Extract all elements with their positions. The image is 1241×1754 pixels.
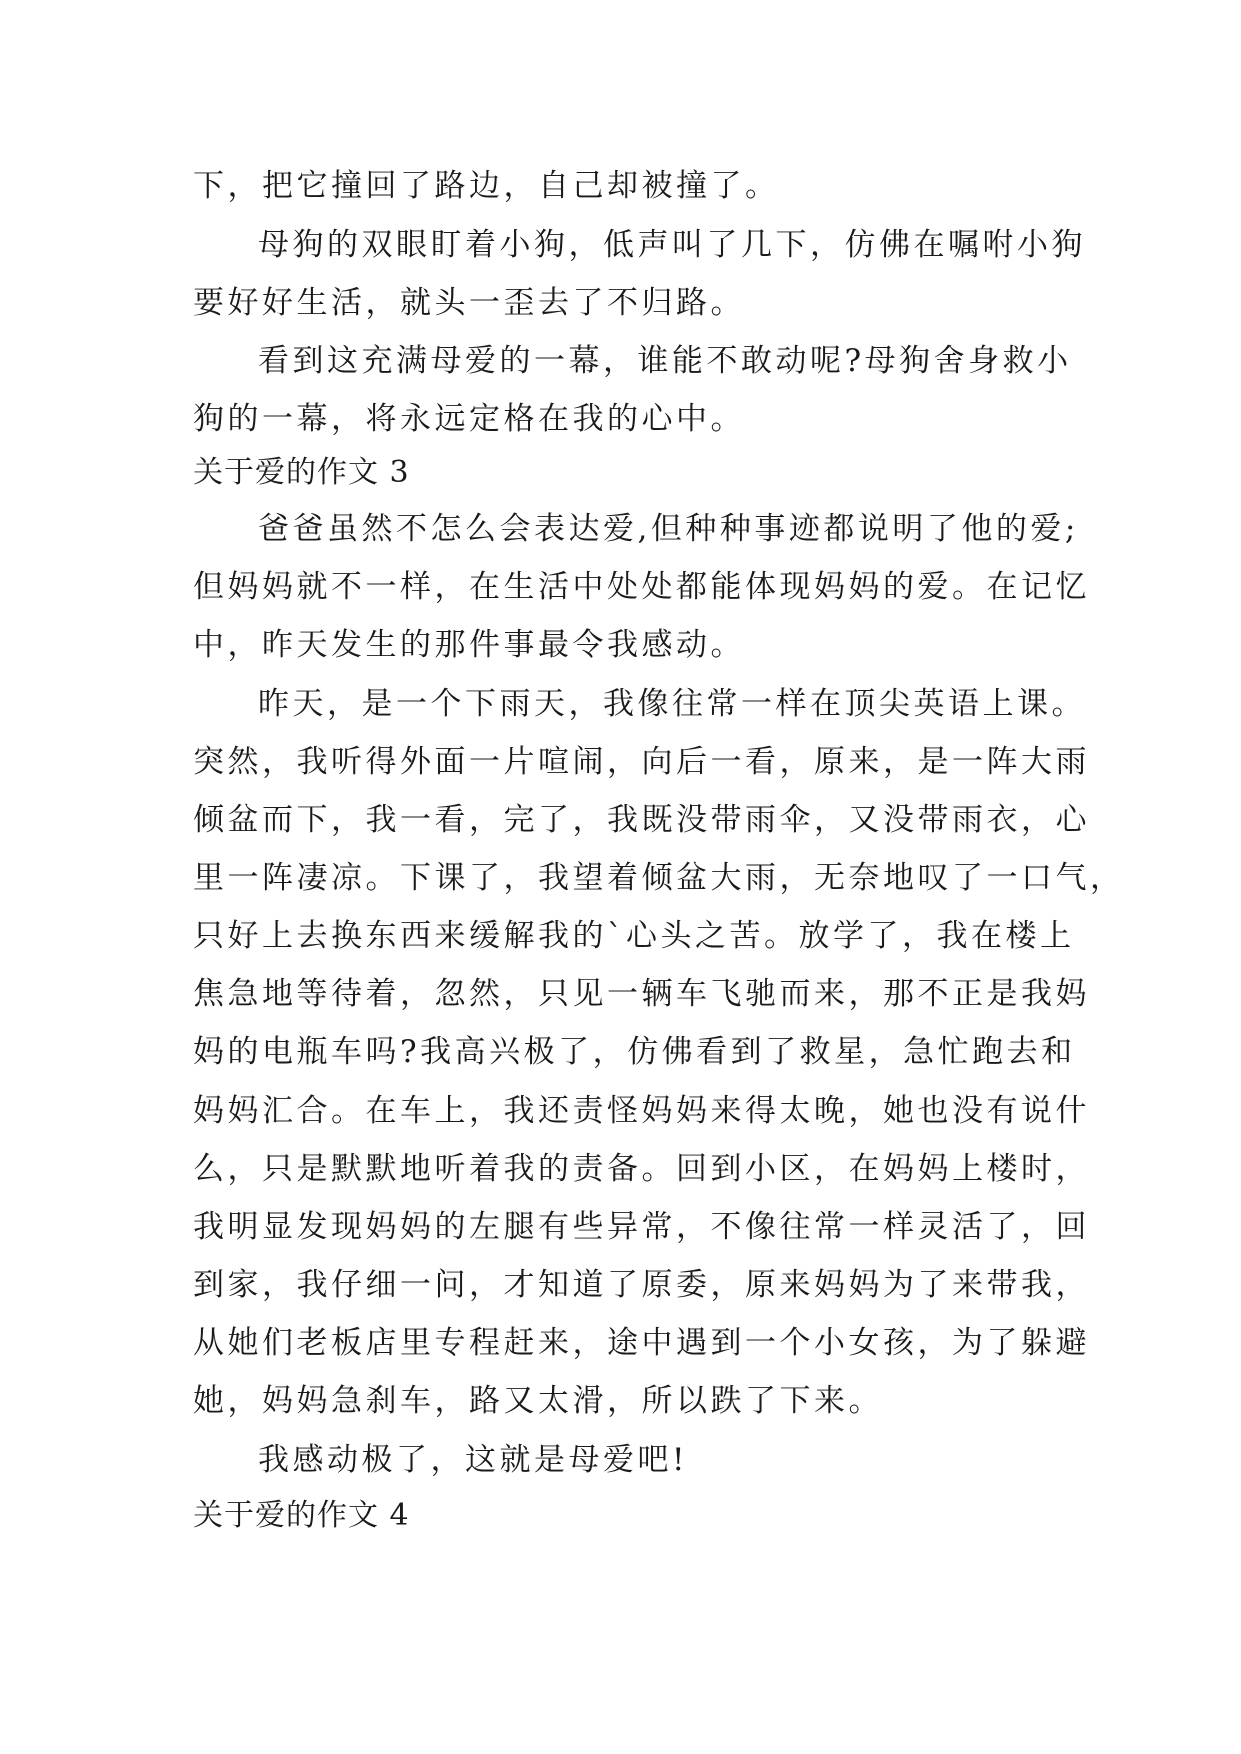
paragraph-line: 只好上去换东西来缓解我的`心头之苦。放学了，我在楼上	[193, 918, 1075, 954]
paragraph-line: 中，昨天发生的那件事最令我感动。	[193, 627, 745, 663]
paragraph-line: 母狗的双眼盯着小狗，低声叫了几下，仿佛在嘱咐小狗	[258, 227, 1086, 263]
paragraph-line: 妈妈汇合。在车上，我还责怪妈妈来得太晚，她也没有说什	[193, 1093, 1090, 1129]
paragraph-line: 里一阵凄凉。下课了，我望着倾盆大雨，无奈地叹了一口气，	[193, 860, 1125, 896]
paragraph-line: 昨天，是一个下雨天，我像往常一样在顶尖英语上课。	[258, 686, 1086, 722]
paragraph-line: 从她们老板店里专程赶来，途中遇到一个小女孩，为了躲避	[193, 1325, 1090, 1361]
paragraph-line: 突然，我听得外面一片喧闹，向后一看，原来，是一阵大雨	[193, 744, 1090, 780]
paragraph-line: 倾盆而下，我一看，完了，我既没带雨伞，又没带雨衣，心	[193, 802, 1090, 838]
paragraph-line: 狗的一幕，将永远定格在我的心中。	[193, 401, 745, 437]
paragraph-line: 但妈妈就不一样，在生活中处处都能体现妈妈的爱。在记忆	[193, 569, 1090, 605]
paragraph-line: 么，只是默默地听着我的责备。回到小区，在妈妈上楼时，	[193, 1151, 1090, 1187]
section-heading: 关于爱的作文 3	[193, 455, 410, 490]
paragraph-line: 妈的电瓶车吗?我高兴极了，仿佛看到了救星，急忙跑去和	[193, 1034, 1076, 1070]
paragraph-line: 我感动极了，这就是母爱吧!	[258, 1442, 688, 1478]
paragraph-line: 到家，我仔细一问，才知道了原委，原来妈妈为了来带我，	[193, 1267, 1090, 1303]
paragraph-line: 爸爸虽然不怎么会表达爱,但种种事迹都说明了他的爱;	[258, 511, 1079, 547]
paragraph-line: 要好好生活，就头一歪去了不归路。	[193, 285, 745, 321]
paragraph-line: 我明显发现妈妈的左腿有些异常，不像往常一样灵活了，回	[193, 1209, 1090, 1245]
paragraph-line: 焦急地等待着，忽然，只见一辆车飞驰而来，那不正是我妈	[193, 976, 1090, 1012]
paragraph-line: 下，把它撞回了路边，自己却被撞了。	[193, 168, 780, 204]
paragraph-line: 看到这充满母爱的一幕，谁能不敢动呢?母狗舍身救小	[258, 343, 1072, 379]
paragraph-line: 她，妈妈急刹车，路又太滑，所以跌了下来。	[193, 1383, 883, 1419]
section-heading: 关于爱的作文 4	[193, 1498, 410, 1533]
